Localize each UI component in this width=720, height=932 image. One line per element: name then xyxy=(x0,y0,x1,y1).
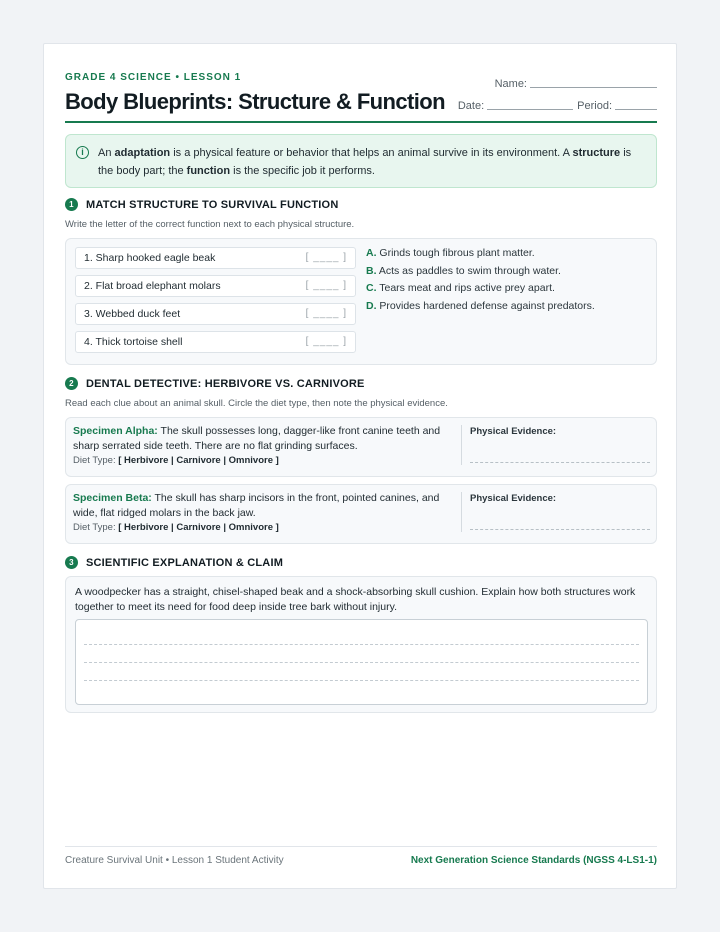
section-3-heading xyxy=(65,556,283,569)
specimen-name: Specimen Beta: xyxy=(73,492,152,504)
section-2-instructions: Read each clue about an animal skull. Circle the diet type, then note the physical evidence. xyxy=(65,398,448,409)
structure-item xyxy=(75,247,356,269)
section-title: MATCH STRUCTURE TO SURVIVAL FUNCTION xyxy=(86,198,339,211)
section-title: DENTAL DETECTIVE: HERBIVORE VS. CARNIVORE xyxy=(86,377,365,390)
answer-blank[interactable]: [ ____ ] xyxy=(305,280,347,291)
function-list xyxy=(366,247,595,317)
function-item xyxy=(366,265,595,283)
function-letter: C. xyxy=(366,282,377,294)
evidence-answer-line[interactable] xyxy=(470,529,650,530)
card-divider xyxy=(461,425,462,465)
section-title: SCIENTIFIC EXPLANATION & CLAIM xyxy=(86,556,284,569)
structure-label: 3. Webbed duck feet xyxy=(84,308,181,320)
explanation-prompt: A woodpecker has a straight, chisel-shaped beak and a shock-absorbing skull cushion. Explain how both structures work together to meet its need for food deep inside tree bark without injury. xyxy=(75,586,636,613)
term-function: function xyxy=(186,165,231,177)
diet-type-row xyxy=(73,522,279,533)
callout-text: is the body part; the xyxy=(98,147,632,177)
footer-divider xyxy=(65,846,657,847)
diet-type-row xyxy=(73,455,279,466)
term-structure: structure xyxy=(572,147,621,159)
matching-panel xyxy=(65,238,657,365)
callout-text: An xyxy=(98,147,115,159)
worksheet-page xyxy=(43,43,677,889)
date-field[interactable] xyxy=(487,109,573,110)
function-text: Provides hardened defense against predators. xyxy=(379,299,595,312)
specimen-clue xyxy=(73,424,458,454)
student-info-fields xyxy=(458,74,657,118)
function-item xyxy=(366,247,595,265)
footer-unit-label: Creature Survival Unit • Lesson 1 Student Activity xyxy=(65,855,284,866)
section-number-badge: 2 xyxy=(65,377,78,390)
structure-label: 4. Thick tortoise shell xyxy=(84,336,183,348)
grade-lesson-kicker: GRADE 4 SCIENCE • LESSON 1 xyxy=(65,72,242,83)
evidence-answer-line[interactable] xyxy=(470,462,650,463)
structure-item xyxy=(75,303,356,325)
evidence-label: Physical Evidence: xyxy=(470,493,557,504)
function-text: Grinds tough fibrous plant matter. xyxy=(379,247,535,259)
diet-options[interactable]: [ Herbivore | Carnivore | Omnivore ] xyxy=(118,455,279,466)
section-1-instructions: Write the letter of the correct function next to each physical structure. xyxy=(65,219,355,230)
callout-text: is a physical feature or behavior that helps an animal survive in its environment. A xyxy=(170,147,573,159)
info-icon: i xyxy=(76,146,89,159)
section-1-heading xyxy=(65,198,338,211)
specimen-description: The skull has sharp incisors in the front, pointed canines, and wide, flat ridged molars in the back jaw. xyxy=(73,492,440,519)
specimen-name: Specimen Alpha: xyxy=(73,425,158,437)
answer-line xyxy=(84,644,639,645)
period-label: Period: xyxy=(577,100,612,112)
answer-blank[interactable]: [ ____ ] xyxy=(305,336,347,347)
name-field[interactable] xyxy=(530,87,657,88)
date-label: Date: xyxy=(457,100,485,112)
callout-text: is the specific job it performs. xyxy=(230,165,375,177)
answer-line xyxy=(84,662,639,663)
section-number-badge: 1 xyxy=(65,198,78,211)
function-item xyxy=(366,282,595,300)
header-divider xyxy=(65,121,657,123)
definition-callout xyxy=(65,134,657,188)
function-letter: D. xyxy=(366,299,377,312)
evidence-label: Physical Evidence: xyxy=(470,426,557,437)
function-text: Tears meat and rips active prey apart. xyxy=(379,282,555,294)
diet-label: Diet Type: xyxy=(73,455,116,466)
explanation-answer-box[interactable] xyxy=(75,619,648,705)
function-item xyxy=(366,300,595,318)
page-title: Body Blueprints: Structure & Function xyxy=(65,89,445,114)
answer-blank[interactable]: [ ____ ] xyxy=(305,308,347,319)
card-divider xyxy=(461,492,462,532)
specimen-clue xyxy=(73,491,458,521)
footer-standards-label: Next Generation Science Standards (NGSS 4-LS1-1) xyxy=(410,855,657,866)
diet-label: Diet Type: xyxy=(73,522,116,533)
structure-item xyxy=(75,275,356,297)
function-letter: A. xyxy=(366,247,377,259)
term-adaptation: adaptation xyxy=(114,147,171,159)
structure-label: 1. Sharp hooked eagle beak xyxy=(84,252,216,264)
specimen-card-beta xyxy=(65,484,657,544)
specimen-card-alpha xyxy=(65,417,657,477)
answer-line xyxy=(84,680,639,681)
structure-item xyxy=(75,331,356,353)
period-field[interactable] xyxy=(615,109,657,110)
name-label: Name: xyxy=(494,78,527,90)
diet-options[interactable]: [ Herbivore | Carnivore | Omnivore ] xyxy=(118,522,279,533)
function-text: Acts as paddles to swim through water. xyxy=(378,264,561,277)
function-letter: B. xyxy=(366,264,377,277)
section-2-heading xyxy=(65,377,365,390)
specimen-description: The skull possesses long, dagger-like front canine teeth and sharp serrated side teeth. There are no flat grinding surfaces. xyxy=(73,425,441,452)
explanation-panel xyxy=(65,576,657,713)
answer-blank[interactable]: [ ____ ] xyxy=(305,252,347,263)
structure-label: 2. Flat broad elephant molars xyxy=(84,280,221,292)
section-number-badge: 3 xyxy=(65,556,78,569)
